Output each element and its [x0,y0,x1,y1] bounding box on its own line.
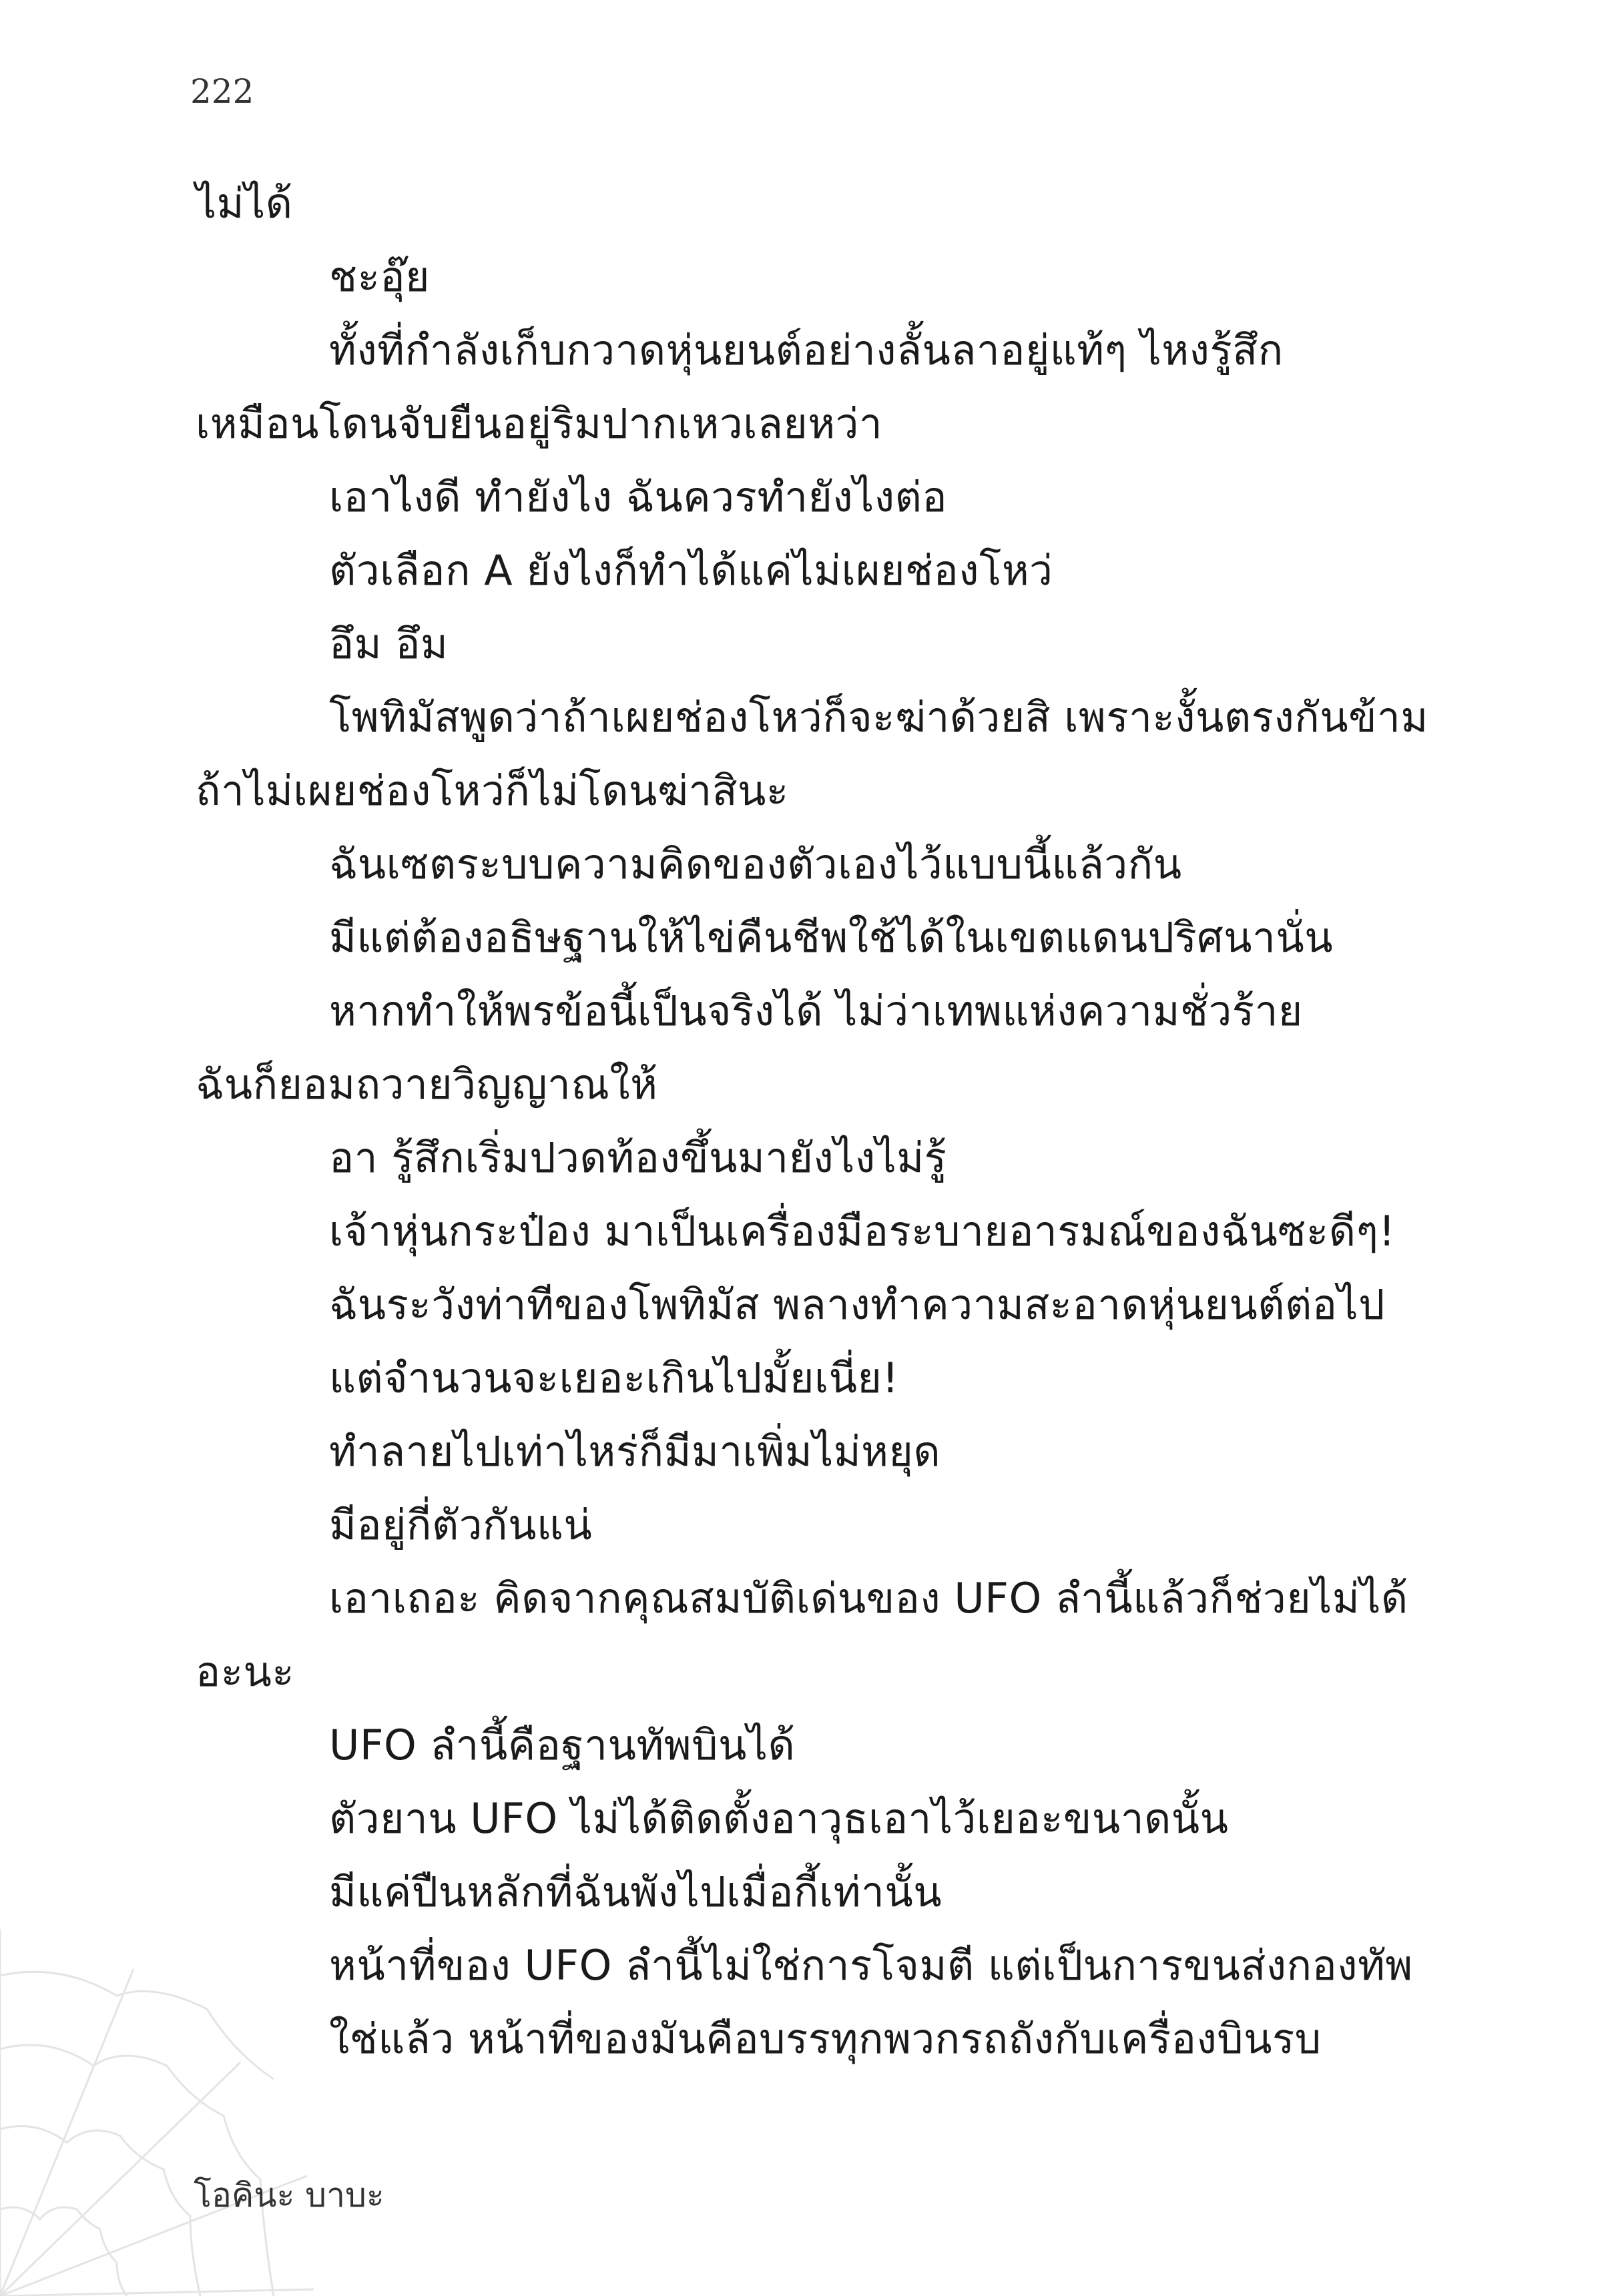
text-line: หน้าที่ของ UFO ลำนี้ไม่ใช่การโจมตี แต่เป็นการขนส่งกองทัพ [329,1941,1413,1990]
text-line: อา รู้สึกเริ่มปวดท้องขึ้นมายังไงไม่รู้ [329,1133,947,1182]
text-line: เจ้าหุ่นกระป๋อง มาเป็นเครื่องมือระบายอารมณ์ของฉันซะดีๆ! [329,1207,1396,1255]
text-line: ใช่แล้ว หน้าที่ของมันคือบรรทุกพวกรถถังกับเครื่องบินรบ [329,2014,1322,2063]
footer-author: โอคินะ บาบะ [194,2176,384,2215]
spiderweb-decoration [0,1889,314,2296]
text-line: มีแค่ปืนหลักที่ฉันพังไปเมื่อกี้เท่านั้น [329,1868,943,1916]
text-line: ฉันระวังท่าทีของโพทิมัส พลางทำความสะอาดหุ่นยนต์ต่อไป [329,1280,1386,1329]
text-line: โพทิมัสพูดว่าถ้าเผยช่องโหว่ก็จะฆ่าด้วยสิ เพราะงั้นตรงกันข้าม [329,693,1428,742]
text-line: อึม อึม [329,619,449,668]
text-line: เอาไงดี ทำยังไง ฉันควรทำยังไงต่อ [329,473,948,521]
text-line: หากทำให้พรข้อนี้เป็นจริงได้ ไม่ว่าเทพแห่งความชั่วร้าย [329,986,1303,1035]
text-line: เหมือนโดนจับยืนอยู่ริมปากเหวเลยหว่า [196,399,883,448]
text-line: มีอยู่กี่ตัวกันแน่ [329,1500,593,1549]
text-line: ชะอุ๊ย [329,252,430,301]
text-line: แต่จำนวนจะเยอะเกินไปมั้ยเนี่ย! [329,1354,899,1402]
text-line: อะนะ [196,1647,295,1696]
text-line: ทั้งที่กำลังเก็บกวาดหุ่นยนต์อย่างลั้นลาอยู่แท้ๆ ไหงรู้สึก [329,326,1284,374]
text-line: UFO ลำนี้คือฐานทัพบินได้ [329,1721,796,1769]
text-line: มีแต่ต้องอธิษฐานให้ไข่คืนชีพใช้ได้ในเขตแดนปริศนานั่น [329,913,1334,962]
text-line: เอาเถอะ คิดจากคุณสมบัติเด่นของ UFO ลำนี้แล้วก็ช่วยไม่ได้ [329,1574,1408,1623]
text-line: ตัวยาน UFO ไม่ได้ติดตั้งอาวุธเอาไว้เยอะขนาดนั้น [329,1794,1229,1843]
text-line: ทำลายไปเท่าไหร่ก็มีมาเพิ่มไม่หยุด [329,1427,941,1476]
text-line: ไม่ได้ [196,179,293,228]
page-number: 222 [190,72,254,111]
text-line: ฉันก็ยอมถวายวิญญาณให้ [196,1060,658,1109]
text-line: ฉันเซตระบบความคิดของตัวเองไว้แบบนี้แล้วกัน [329,840,1182,888]
text-line: ตัวเลือก A ยังไงก็ทำได้แค่ไม่เผยช่องโหว่ [329,546,1053,595]
text-line: ถ้าไม่เผยช่องโหว่ก็ไม่โดนฆ่าสินะ [196,766,789,815]
